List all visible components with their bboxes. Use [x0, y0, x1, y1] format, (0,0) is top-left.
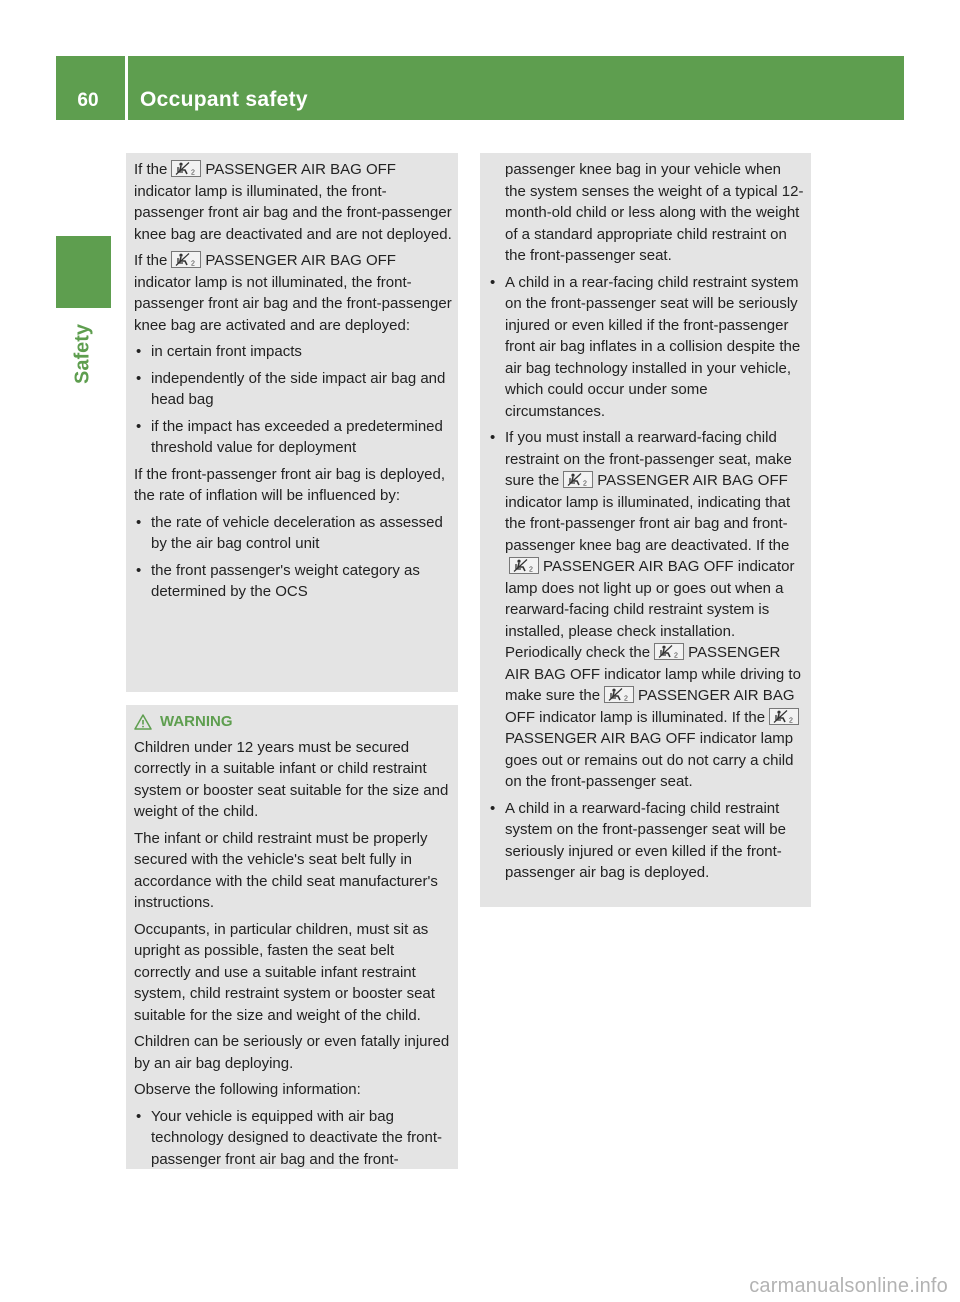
- paragraph: The infant or child restraint must be properly secured with the vehicle's seat belt fully in accordance with the child seat manufacturer's instructions.: [134, 829, 438, 911]
- page-number: 60: [77, 90, 99, 111]
- header-divider: [125, 56, 128, 120]
- paragraph: Children under 12 years must be secured correctly in a suitable infant or child restraint system or booster seat suitable for the size and weight of the child.: [134, 738, 449, 820]
- list-item: • A child in a rear-facing child restraint system on the front-passenger seat will be seriously injured or even killed if the front-passenger front air bag inflates in a collision despite the air bag technology installed in your vehicle, which could occur under some circumstances.: [488, 272, 805, 423]
- passenger-airbag-off-icon: [604, 686, 634, 703]
- watermark: carmanualsonline.info: [749, 1275, 948, 1297]
- passenger-airbag-off-icon: [171, 251, 201, 268]
- warning-panel: [126, 705, 458, 1169]
- airbag-info-panel: [126, 153, 458, 692]
- paragraph: Observe the following information:: [134, 1081, 361, 1098]
- list-item: • If you must install a rearward-facing child restraint on the front-passenger seat, make sure the PASSENGER AIR BAG OFF indicator lamp is illuminated, indicating that the front-passenger front air bag and front-passenger knee bag are deactivated. If the PASSENGER AIR BAG OFF indicator lamp does not light up or goes out when a rearward-facing child restraint system is installed, please check installation. Periodically check the PASSENGER AIR BAG OFF indicator lamp while driving to make sure the PASSENGER AIR BAG OFF indicator lamp is illuminated. If the PASSENGER AIR BAG OFF indicator lamp goes out or remains out do not carry a child on the front-passenger seat.: [488, 427, 805, 793]
- list-item: • if the impact has exceeded a predetermined threshold value for deployment: [134, 416, 452, 459]
- list-item: • independently of the side impact air bag and head bag: [134, 368, 452, 411]
- passenger-airbag-off-icon: [769, 708, 799, 725]
- list-item: • the front passenger's weight category as determined by the OCS: [134, 560, 452, 603]
- paragraph: If the front-passenger front air bag is deployed, the rate of inflation will be influenced by:: [134, 465, 446, 504]
- list-item: • Your vehicle is equipped with air bag technology designed to deactivate the front-passenger front air bag and the front-: [134, 1106, 452, 1171]
- list-item: • the rate of vehicle deceleration as assessed by the air bag control unit: [134, 512, 452, 555]
- section-title: Occupant safety: [140, 88, 308, 111]
- paragraph: Occupants, in particular children, must sit as upright as possible, fasten the seat belt correctly and use a suitable infant restraint system, child restraint system or booster seat suitable for the size and weight of the child.: [134, 920, 435, 1024]
- paragraph-continuation: passenger knee bag in your vehicle when the system senses the weight of a typical 12-month-old child or less along with the weight of a standard appropriate child restraint on the front-passenger seat.: [505, 161, 804, 264]
- list-item: • A child in a rearward-facing child restraint system on the front-passenger seat will be seriously injured or even killed if the front-passenger air bag is deployed.: [488, 798, 805, 884]
- paragraph: If the PASSENGER AIR BAG OFF indicator lamp is illuminated, the front-passenger front air bag and the front-passenger knee bag are deactivated and are not deployed.: [134, 161, 452, 243]
- warning-triangle-icon: [134, 714, 152, 730]
- paragraph: If the PASSENGER AIR BAG OFF indicator lamp is not illuminated, the front-passenger front air bag and the front-passenger knee bag are activated and are deployed:: [134, 252, 452, 334]
- warning-header: [134, 711, 452, 733]
- warning-panel-continued: [480, 153, 811, 907]
- side-tab-marker: [56, 236, 111, 308]
- passenger-airbag-off-icon: [171, 160, 201, 177]
- passenger-airbag-off-icon: [509, 557, 539, 574]
- passenger-airbag-off-icon: [563, 471, 593, 488]
- warning-title: WARNING: [160, 713, 233, 730]
- list-item: • in certain front impacts: [134, 341, 452, 363]
- passenger-airbag-off-icon: [654, 643, 684, 660]
- side-tab-label: Safety: [71, 323, 94, 385]
- paragraph: Children can be seriously or even fatally injured by an air bag deploying.: [134, 1033, 450, 1072]
